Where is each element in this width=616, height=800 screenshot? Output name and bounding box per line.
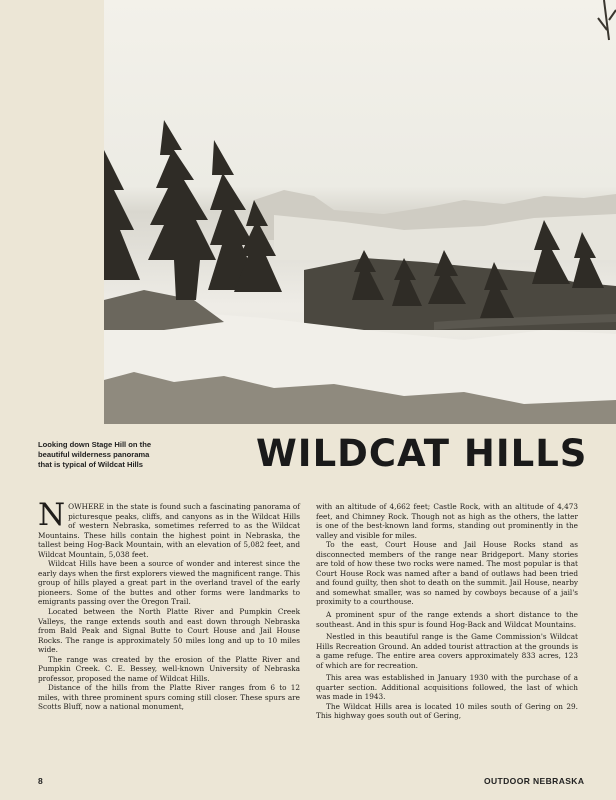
magazine-title: OUTDOOR NEBRASKA — [484, 776, 585, 786]
paragraph: Located between the North Platte River and Pumpkin Creek Valleys, the range extends south and east down through Nebraska from Bald Peak and Signal Butte to Court House and Jail House Rocks. The range is approximately 50 miles long and up to 10 miles wide. — [38, 607, 300, 655]
paragraph: with an altitude of 4,662 feet; Castle Rock, with an altitude of 4,473 feet, and Chimney Rock. Though not as high as the others, the latter is one of the best-known land forms, standing out prominently in the valley and visible for miles. — [316, 502, 578, 540]
caption-line: Looking down Stage Hill on the — [38, 440, 152, 449]
photo-caption — [38, 440, 198, 470]
hills-photo — [104, 0, 616, 424]
paragraph: A prominent spur of the range extends a short distance to the southeast. And in this spur is found Hog-Back and Wildcat Mountains. — [316, 610, 578, 629]
paragraph: Nestled in this beautiful range is the Game Commission's Wildcat Hills Recreation Ground. An added tourist attraction at the grounds is a game refuge. The entire area covers approximately 833 acres, 123 of which are for recreation. — [316, 632, 578, 670]
right-column — [316, 502, 578, 721]
caption-line: beautiful wilderness panorama — [38, 450, 150, 459]
article-headline: WILDCAT HILLS — [256, 432, 588, 475]
landscape-illustration — [104, 0, 616, 424]
paragraph-text: OWHERE in the state is found such a fascinating panorama of picturesque peaks, cliffs, and canyons as in the Wildcat Hills of western Nebraska, sometimes referred to as the Wildcat Mountains. These hills contain the highest point in Nebraska, the tallest being Hog-Back Mountain, with an elevation of 5,082 feet, and Wildcat Mountain, 5,038 feet. — [38, 502, 300, 559]
paragraph: To the east, Court House and Jail House Rocks stand as disconnected members of the range near Bridgeport. Many stories are told of how these two rocks were named. The most popular is that Court House Rock was named after a band of outlaws had been tried and found guilty, then shot to death on the summit. Jail House, nearby and somewhat smaller, was so named by cowboys because of a jail's proximity to a courthouse. — [316, 540, 578, 607]
paragraph: Distance of the hills from the Platte River ranges from 6 to 12 miles, with three prominent spurs coming still closer. These spurs are Scotts Bluff, now a national monument, — [38, 683, 300, 712]
drop-cap: N — [38, 497, 66, 533]
page-number: 8 — [38, 776, 43, 786]
paragraph — [38, 497, 300, 559]
left-column — [38, 497, 300, 712]
caption-line: that is typical of Wildcat Hills — [38, 460, 143, 469]
paragraph: This area was established in January 1930 with the purchase of a quarter section. Additional acquisitions followed, the last of which was made in 1943. — [316, 673, 578, 702]
paragraph: The range was created by the erosion of the Platte River and Pumpkin Creek. C. E. Bessey, well-known University of Nebraska professor, proposed the name of Wildcat Hills. — [38, 654, 300, 683]
paragraph: The Wildcat Hills area is located 10 miles south of Gering on 29. This highway goes south out of Gering, — [316, 701, 578, 721]
paragraph: Wildcat Hills have been a source of wonder and interest since the early days when the first explorers viewed the magnificent range. This group of hills played a great part in the overland travel of the early pioneers. Some of the buttes and other forms were landmarks to emigrants passing over the Oregon Trail. — [38, 559, 300, 607]
